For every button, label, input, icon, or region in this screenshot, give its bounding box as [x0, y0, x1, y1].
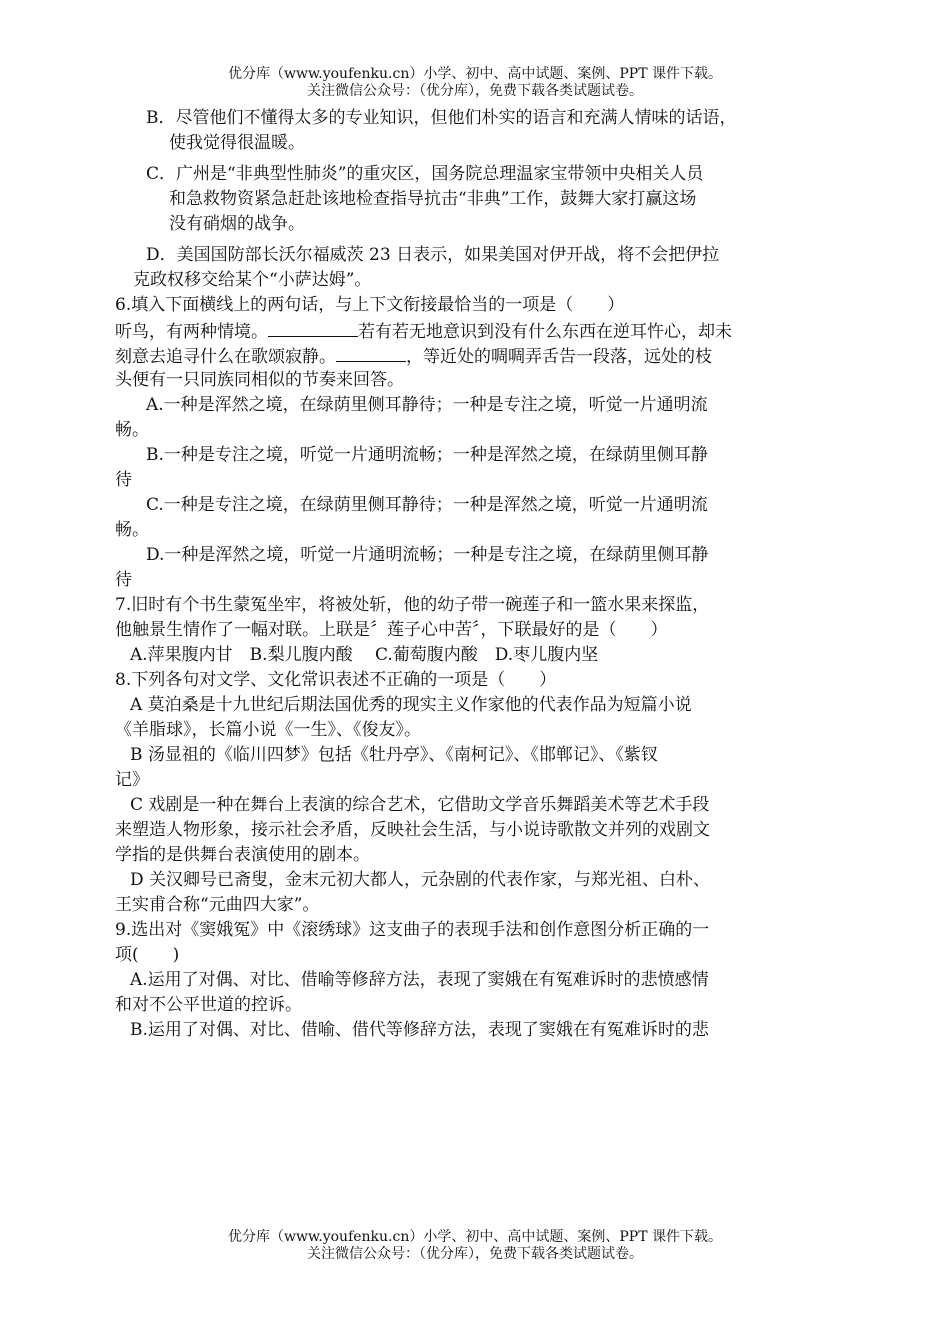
q6-passage-2b: ，等近处的啁啁弄舌告一段落，远处的枝 — [406, 347, 712, 367]
q6-blank-2 — [336, 343, 406, 362]
q9-stem-line-1: 9.选出对《窦娥冤》中《滚绣球》这支曲子的表现手法和创作意图分析正确的一 — [115, 920, 710, 940]
q8-option-c-line-2: 来塑造人物形象，接示社会矛盾，反映社会生活，与小说诗歌散文并列的戏剧文 — [115, 820, 710, 840]
q6-passage-2a: 刻意去追寻什么在歌颂寂静。 — [115, 347, 336, 367]
q6-option-b-line-1: B.一种是专注之境，听觉一片通明流畅；一种是浑然之境，在绿荫里侧耳静 — [146, 445, 708, 465]
footer-line-2: 关注微信公众号：（优分库），免费下载各类试题试卷。 — [307, 1246, 643, 1262]
q9-stem-line-2: 项( ) — [115, 945, 180, 965]
q8-option-b-line-2: 记》 — [115, 770, 149, 790]
q6-option-c-line-2: 畅。 — [115, 520, 149, 540]
q8-option-a-line-2: 《羊脂球》，长篇小说《一生》、《俊友》。 — [115, 720, 421, 740]
q6-passage-1b: 若有若无地意识到没有什么东西在逆耳忤心，却未 — [358, 322, 732, 342]
q8-option-b-line-1: B 汤显祖的《临川四梦》包括《牡丹亭》、《南柯记》、《邯郸记》、《紫钗 — [130, 745, 658, 765]
header-line-1: 优分库（www.youfenku.cn）小学、初中、高中试题、案例、PPT 课件下载。 — [227, 66, 722, 82]
q5-option-d-line-1: D．美国国防部长沃尔福威茨 23 日表示，如果美国对伊开战，将不会把伊拉 — [146, 245, 720, 265]
q8-option-a-line-1: A 莫泊桑是十九世纪后期法国优秀的现实主义作家他的代表作品为短篇小说 — [130, 695, 692, 715]
q8-option-c-line-1: C 戏剧是一种在舞台上表演的综合艺术，它借助文学音乐舞蹈美术等艺术手段 — [130, 795, 710, 815]
q6-passage-line-3: 头便有一只同族同相似的节奏来回答。 — [115, 370, 404, 390]
q5-option-b-line-1: B．尽管他们不懂得太多的专业知识，但他们朴实的语言和充满人情味的话语， — [146, 108, 737, 128]
q6-option-a-line-2: 畅。 — [115, 420, 149, 440]
q6-option-b-line-2: 待 — [115, 470, 132, 490]
q6-passage-1a: 听鸟，有两种情境。 — [115, 322, 268, 342]
q8-option-d-line-1: D 关汉卿号已斋叟，金末元初大都人，元杂剧的代表作家，与郑光祖、白朴、 — [130, 870, 711, 890]
q8-stem: 8.下列各句对文学、文化常识表述不正确的一项是（ ） — [115, 670, 557, 690]
q9-option-b-line-1: B.运用了对偶、对比、借喻、借代等修辞方法，表现了窦娥在有冤难诉时的悲 — [130, 1020, 709, 1040]
q8-option-c-line-3: 学指的是供舞台表演使用的剧本。 — [115, 845, 370, 865]
q5-option-d-line-2: 克政权移交给某个“小萨达姆”。 — [133, 270, 372, 290]
q6-option-c-line-1: C.一种是专注之境，在绿荫里侧耳静待；一种是浑然之境，听觉一片通明流 — [146, 495, 708, 515]
q6-option-d-line-2: 待 — [115, 570, 132, 590]
q7-stem-line-2: 他触景生情作了一幅对联。上联是〞莲子心中苦〞，下联最好的是（ ） — [115, 620, 668, 640]
q7-stem-line-1: 7.旧时有个书生蒙冤坐牢，将被处斩，他的幼子带一碗莲子和一篮水果来探监， — [115, 595, 710, 615]
q9-option-a-line-2: 和对不公平世道的控诉。 — [115, 995, 302, 1015]
q5-option-c-line-1: C．广州是“非典型性肺炎”的重灾区，国务院总理温家宝带领中央相关人员 — [146, 164, 704, 184]
document-body — [115, 106, 815, 1043]
q5-option-c-line-3: 没有硝烟的战争。 — [169, 214, 305, 234]
q5-option-c-line-2: 和急救物资紧急赶赴该地检查指导抗击“非典”工作，鼓舞大家打赢这场 — [169, 189, 697, 209]
page-footer — [0, 1229, 950, 1263]
header-line-2: 关注微信公众号：（优分库），免费下载各类试题试卷。 — [307, 83, 643, 99]
page-header — [0, 66, 950, 100]
q6-option-d-line-1: D.一种是浑然之境，听觉一片通明流畅；一种是专注之境，在绿荫里侧耳静 — [146, 545, 709, 565]
q6-option-a-line-1: A.一种是浑然之境，在绿荫里侧耳静待；一种是专注之境，听觉一片通明流 — [146, 395, 708, 415]
q8-option-d-line-2: 王实甫合称“元曲四大家”。 — [115, 895, 320, 915]
q7-options: A.萍果腹内甘 B.梨儿腹内酸 C.葡萄腹内酸 D.枣儿腹内坚 — [130, 645, 599, 665]
q6-passage-line-2 — [115, 343, 815, 368]
footer-line-1: 优分库（www.youfenku.cn）小学、初中、高中试题、案例、PPT 课件下载。 — [227, 1229, 722, 1245]
q6-stem: 6.填入下面横线上的两句话，与上下文衔接最恰当的一项是（ ） — [115, 295, 625, 315]
q6-passage-line-1 — [115, 318, 815, 343]
q9-option-a-line-1: A.运用了对偶、对比、借喻等修辞方法，表现了窦娥在有冤难诉时的悲愤感情 — [130, 970, 709, 990]
q5-option-b-line-2: 使我觉得很温暖。 — [169, 133, 305, 153]
q6-blank-1 — [268, 318, 358, 337]
